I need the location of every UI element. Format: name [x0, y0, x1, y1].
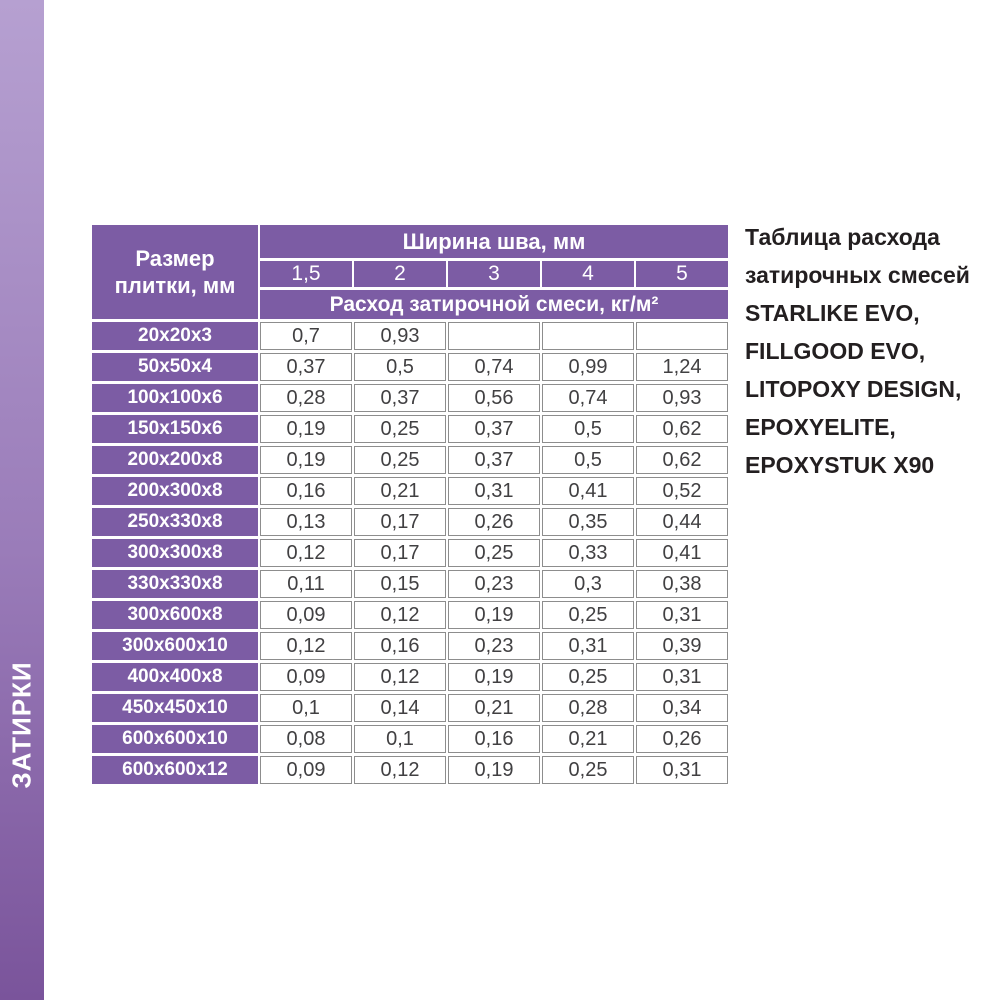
value-cell: 0,28: [542, 694, 634, 722]
table-row: [92, 508, 728, 536]
note-line: EPOXYELITE,: [745, 414, 896, 440]
value-cell: 0,12: [260, 539, 352, 567]
sidebar-vertical-label: ЗАТИРКИ: [6, 661, 37, 789]
tile-size-cell: 300x600x10: [92, 632, 258, 660]
value-cell: 0,25: [542, 601, 634, 629]
value-cell: 0,74: [448, 353, 540, 381]
table-row: [92, 446, 728, 474]
value-cell: 0,11: [260, 570, 352, 598]
value-cell: [542, 322, 634, 350]
value-cell: 0,31: [542, 632, 634, 660]
value-cell: 0,31: [636, 663, 728, 691]
value-cell: 0,25: [354, 446, 446, 474]
table-row: [92, 384, 728, 412]
value-cell: 0,25: [354, 415, 446, 443]
seam-width-header: Ширина шва, мм: [260, 225, 728, 258]
value-cell: 0,09: [260, 756, 352, 784]
tile-size-cell: 300x600x8: [92, 601, 258, 629]
seam-width-col-1: 1,5: [260, 261, 352, 287]
value-cell: 0,37: [448, 415, 540, 443]
tile-size-cell: 250x330x8: [92, 508, 258, 536]
value-cell: 0,31: [636, 601, 728, 629]
value-cell: 0,14: [354, 694, 446, 722]
value-cell: 0,37: [354, 384, 446, 412]
value-cell: 0,26: [636, 725, 728, 753]
value-cell: 0,93: [636, 384, 728, 412]
value-cell: 0,23: [448, 570, 540, 598]
tile-size-cell: 20x20x3: [92, 322, 258, 350]
value-cell: 0,56: [448, 384, 540, 412]
table-row: [92, 725, 728, 753]
tile-size-cell: 600x600x10: [92, 725, 258, 753]
note-line: Таблица расхода: [745, 224, 940, 250]
value-cell: 0,17: [354, 539, 446, 567]
note-line: LITOPOXY DESIGN,: [745, 376, 962, 402]
table-row: [92, 632, 728, 660]
value-cell: 0,31: [636, 756, 728, 784]
table-body: [92, 322, 728, 784]
value-cell: 0,19: [448, 756, 540, 784]
table-row: [92, 322, 728, 350]
tile-size-cell: 200x200x8: [92, 446, 258, 474]
tile-size-cell: 400x400x8: [92, 663, 258, 691]
value-cell: 0,93: [354, 322, 446, 350]
consumption-table-wrap: [90, 222, 730, 787]
value-cell: 0,17: [354, 508, 446, 536]
value-cell: 0,16: [354, 632, 446, 660]
grout-consumption-table: [90, 222, 730, 787]
tile-size-cell: 330x330x8: [92, 570, 258, 598]
value-cell: 0,28: [260, 384, 352, 412]
consumption-subheader: Расход затирочной смеси, кг/м²: [260, 290, 728, 319]
value-cell: 0,62: [636, 446, 728, 474]
tile-size-cell: 600x600x12: [92, 756, 258, 784]
value-cell: 0,1: [260, 694, 352, 722]
value-cell: 0,19: [448, 663, 540, 691]
table-row: [92, 415, 728, 443]
value-cell: 0,09: [260, 663, 352, 691]
value-cell: 0,19: [260, 446, 352, 474]
value-cell: 0,21: [448, 694, 540, 722]
note-line: EPOXYSTUK X90: [745, 452, 935, 478]
note-line: затирочных смесей: [745, 262, 970, 288]
value-cell: 0,15: [354, 570, 446, 598]
value-cell: 0,38: [636, 570, 728, 598]
value-cell: 0,52: [636, 477, 728, 505]
value-cell: 0,25: [542, 663, 634, 691]
value-cell: 0,74: [542, 384, 634, 412]
table-row: [92, 663, 728, 691]
value-cell: 0,16: [260, 477, 352, 505]
value-cell: 0,33: [542, 539, 634, 567]
table-row: [92, 694, 728, 722]
table-row: [92, 756, 728, 784]
tile-size-cell: 150x150x6: [92, 415, 258, 443]
table-row: [92, 353, 728, 381]
value-cell: 0,21: [542, 725, 634, 753]
value-cell: [448, 322, 540, 350]
note-line: STARLIKE EVO,: [745, 300, 920, 326]
table-row: [92, 539, 728, 567]
note-block: [745, 218, 995, 484]
value-cell: 0,3: [542, 570, 634, 598]
value-cell: 0,25: [542, 756, 634, 784]
value-cell: 0,12: [354, 756, 446, 784]
value-cell: 0,37: [260, 353, 352, 381]
value-cell: 0,41: [636, 539, 728, 567]
value-cell: 0,37: [448, 446, 540, 474]
tile-size-cell: 100x100x6: [92, 384, 258, 412]
tile-size-cell: 300x300x8: [92, 539, 258, 567]
value-cell: 0,34: [636, 694, 728, 722]
value-cell: 0,5: [542, 415, 634, 443]
value-cell: 0,26: [448, 508, 540, 536]
seam-width-col-3: 3: [448, 261, 540, 287]
value-cell: 0,12: [354, 601, 446, 629]
tile-size-cell: 450x450x10: [92, 694, 258, 722]
value-cell: 0,12: [354, 663, 446, 691]
table-row: [92, 601, 728, 629]
value-cell: 0,62: [636, 415, 728, 443]
value-cell: 0,5: [542, 446, 634, 474]
value-cell: 0,44: [636, 508, 728, 536]
table-header: [92, 225, 728, 319]
header-row-group: [92, 225, 728, 258]
value-cell: 0,35: [542, 508, 634, 536]
value-cell: 0,41: [542, 477, 634, 505]
value-cell: 0,99: [542, 353, 634, 381]
value-cell: 0,23: [448, 632, 540, 660]
tile-size-cell: 50x50x4: [92, 353, 258, 381]
value-cell: 0,21: [354, 477, 446, 505]
table-row: [92, 570, 728, 598]
value-cell: 0,25: [448, 539, 540, 567]
tile-size-cell: 200x300x8: [92, 477, 258, 505]
value-cell: 0,7: [260, 322, 352, 350]
value-cell: 0,39: [636, 632, 728, 660]
seam-width-col-2: 2: [354, 261, 446, 287]
table-row: [92, 477, 728, 505]
value-cell: 0,19: [448, 601, 540, 629]
value-cell: 0,5: [354, 353, 446, 381]
seam-width-col-5: 5: [636, 261, 728, 287]
value-cell: 0,19: [260, 415, 352, 443]
seam-width-col-4: 4: [542, 261, 634, 287]
value-cell: 0,16: [448, 725, 540, 753]
value-cell: [636, 322, 728, 350]
value-cell: 0,31: [448, 477, 540, 505]
sidebar: [0, 0, 44, 1000]
note-line: FILLGOOD EVO,: [745, 338, 926, 364]
value-cell: 0,1: [354, 725, 446, 753]
value-cell: 0,08: [260, 725, 352, 753]
tile-size-header: Размер плитки, мм: [92, 225, 258, 319]
value-cell: 0,09: [260, 601, 352, 629]
value-cell: 1,24: [636, 353, 728, 381]
value-cell: 0,13: [260, 508, 352, 536]
value-cell: 0,12: [260, 632, 352, 660]
